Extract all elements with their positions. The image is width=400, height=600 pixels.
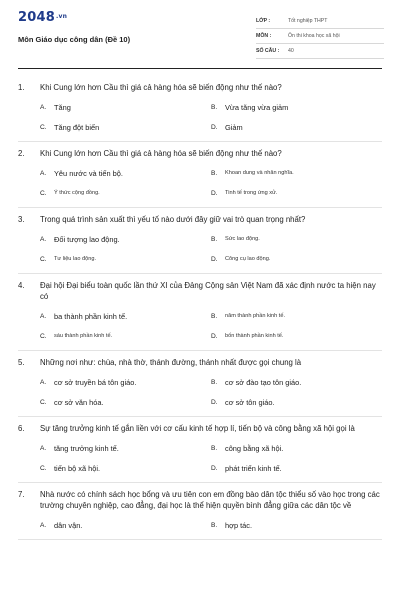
answer-option[interactable] xyxy=(40,392,211,412)
option-text: bốn thành phần kinh tế. xyxy=(225,333,284,339)
answer-option[interactable] xyxy=(40,163,211,183)
option-letter: A. xyxy=(40,312,47,320)
option-text: Tăng đột biến xyxy=(54,122,100,132)
option-letter: B. xyxy=(211,235,218,243)
option-letter: C. xyxy=(40,332,47,340)
site-logo[interactable] xyxy=(18,10,67,25)
answer-option[interactable] xyxy=(211,515,382,535)
option-letter: A. xyxy=(40,169,47,177)
meta-key: LỚP : xyxy=(256,18,271,24)
option-letter: D. xyxy=(211,123,218,131)
option-text: Ý thức cộng đồng. xyxy=(54,190,100,196)
answer-option[interactable] xyxy=(211,183,382,203)
answer-option[interactable] xyxy=(40,326,211,346)
question-item xyxy=(18,76,382,142)
question-header xyxy=(18,489,382,511)
answer-options xyxy=(18,372,382,412)
question-text: Trong quá trình sản xuất thì yếu tố nào dưới đây giữ vai trò quan trọng nhất? xyxy=(40,215,306,224)
answer-option[interactable] xyxy=(40,458,211,478)
option-text: Yêu nước và tiến bộ. xyxy=(54,168,123,178)
option-letter: A. xyxy=(40,444,47,452)
subject-title: Môn Giáo dục công dân (Đề 10) xyxy=(18,35,131,44)
answer-option[interactable] xyxy=(40,306,211,326)
question-number: 5. xyxy=(18,358,25,367)
answer-option[interactable] xyxy=(211,458,382,478)
answer-options xyxy=(18,306,382,346)
answer-option[interactable] xyxy=(211,163,382,183)
question-item xyxy=(18,142,382,208)
option-text: Vừa tăng vừa giảm xyxy=(225,102,289,112)
option-text: ba thành phần kinh tế. xyxy=(54,311,128,321)
question-number: 1. xyxy=(18,83,25,92)
option-text: Tinh tế trong ứng xử. xyxy=(225,190,278,196)
meta-key: SỐ CÂU : xyxy=(256,48,280,54)
question-number: 7. xyxy=(18,490,25,499)
option-letter: B. xyxy=(211,169,218,177)
question-item xyxy=(18,274,382,351)
question-text: Những nơi như: chùa, nhà thờ, thánh đường, thánh nhất được gọi chung là xyxy=(40,358,302,367)
option-letter: B. xyxy=(211,444,218,452)
question-header xyxy=(18,214,382,225)
option-letter: A. xyxy=(40,378,47,386)
question-text: Đại hội Đại biểu toàn quốc lần thứ XI của Đảng Cộng sản Việt Nam đã xác định nước ta hiện nay có xyxy=(40,281,376,301)
answer-options xyxy=(18,515,382,535)
worksheet-header xyxy=(18,10,382,62)
meta-key: MÔN : xyxy=(256,33,272,39)
answer-option[interactable] xyxy=(40,229,211,249)
option-text: Tư liệu lao động. xyxy=(54,256,96,262)
option-letter: C. xyxy=(40,189,47,197)
option-letter: D. xyxy=(211,398,218,406)
answer-options xyxy=(18,97,382,137)
answer-option[interactable] xyxy=(40,515,211,535)
meta-value: 40 xyxy=(288,48,294,54)
answer-options xyxy=(18,229,382,269)
option-letter: A. xyxy=(40,521,47,529)
question-item xyxy=(18,351,382,417)
question-header xyxy=(18,148,382,159)
option-text: Tăng xyxy=(54,102,71,112)
option-text: công bằng xã hội. xyxy=(225,443,284,453)
meta-table xyxy=(256,14,384,59)
option-letter: B. xyxy=(211,378,218,386)
option-text: tiến bộ xã hội. xyxy=(54,463,101,473)
option-letter: B. xyxy=(211,103,218,111)
question-text: Khi Cung lớn hơn Cầu thì giá cả hàng hóa sẽ biến động như thế nào? xyxy=(40,83,282,92)
question-item xyxy=(18,208,382,274)
option-text: cơ sở văn hóa. xyxy=(54,397,104,407)
option-text: phát triển kinh tế. xyxy=(225,463,282,473)
option-letter: D. xyxy=(211,255,218,263)
answer-option[interactable] xyxy=(40,438,211,458)
question-text: Khi Cung lớn hơn Cầu thì giá cả hàng hóa sẽ biến động như thế nào? xyxy=(40,149,282,158)
option-text: Công cụ lao động. xyxy=(225,256,271,262)
answer-option[interactable] xyxy=(211,249,382,269)
answer-option[interactable] xyxy=(40,183,211,203)
question-number: 4. xyxy=(18,281,25,290)
question-number: 2. xyxy=(18,149,25,158)
option-text: cơ sở đào tạo tôn giáo. xyxy=(225,377,302,387)
logo-suffix: .vn xyxy=(55,13,68,20)
header-divider xyxy=(18,68,382,69)
option-letter: A. xyxy=(40,103,47,111)
option-text: cơ sở truyền bá tôn giáo. xyxy=(54,377,137,387)
question-text: Sự tăng trưởng kinh tế gắn liền với cơ cấu kinh tế hợp lí, tiến bộ và công bằng xã hội gọi là xyxy=(40,424,355,433)
question-list xyxy=(18,76,382,540)
answer-option[interactable] xyxy=(211,438,382,458)
meta-value: Ôn thi khoa học xã hội xyxy=(288,33,340,39)
option-letter: C. xyxy=(40,398,47,406)
answer-option[interactable] xyxy=(211,326,382,346)
option-letter: C. xyxy=(40,123,47,131)
question-text: Nhà nước có chính sách học bổng và ưu tiên con em đồng bào dân tộc thiểu số vào học trong các trường chuyên nghiệp, cao đẳng, đại học là thể hiện quyền bình đẳng giữa các dân tộc về xyxy=(40,490,380,510)
option-letter: C. xyxy=(40,464,47,472)
question-item xyxy=(18,483,382,540)
answer-option[interactable] xyxy=(211,229,382,249)
question-header xyxy=(18,82,382,93)
logo-text: 2048 xyxy=(18,10,55,25)
answer-option[interactable] xyxy=(40,372,211,392)
option-letter: D. xyxy=(211,464,218,472)
option-text: dân vận. xyxy=(54,520,83,530)
answer-option[interactable] xyxy=(40,97,211,117)
option-letter: D. xyxy=(211,332,218,340)
option-text: cơ sở tôn giáo. xyxy=(225,397,275,407)
question-number: 3. xyxy=(18,215,25,224)
option-text: hợp tác. xyxy=(225,520,253,530)
question-header xyxy=(18,280,382,302)
option-letter: C. xyxy=(40,255,47,263)
meta-row-count xyxy=(256,44,384,59)
answer-option[interactable] xyxy=(211,306,382,326)
option-letter: B. xyxy=(211,521,218,529)
option-letter: B. xyxy=(211,312,218,320)
answer-option[interactable] xyxy=(211,372,382,392)
option-text: Đối tượng lao động. xyxy=(54,234,120,244)
option-text: năm thành phần kinh tế. xyxy=(225,313,286,319)
answer-options xyxy=(18,163,382,203)
answer-option[interactable] xyxy=(211,97,382,117)
answer-option[interactable] xyxy=(40,117,211,137)
option-text: tăng trưởng kinh tế. xyxy=(54,443,119,453)
meta-row-class xyxy=(256,14,384,29)
option-text: sáu thành phần kinh tế. xyxy=(54,333,113,339)
answer-options xyxy=(18,438,382,478)
question-header xyxy=(18,357,382,368)
answer-option[interactable] xyxy=(211,117,382,137)
option-text: Giảm xyxy=(225,122,243,132)
question-header xyxy=(18,423,382,434)
question-number: 6. xyxy=(18,424,25,433)
option-letter: D. xyxy=(211,189,218,197)
answer-option[interactable] xyxy=(40,249,211,269)
option-text: Khoan dung và nhân nghĩa. xyxy=(225,170,294,176)
answer-option[interactable] xyxy=(211,392,382,412)
meta-row-subject xyxy=(256,29,384,44)
question-item xyxy=(18,417,382,483)
option-text: Sức lao động. xyxy=(225,236,260,242)
meta-value: Tốt nghiệp THPT xyxy=(288,18,328,24)
option-letter: A. xyxy=(40,235,47,243)
